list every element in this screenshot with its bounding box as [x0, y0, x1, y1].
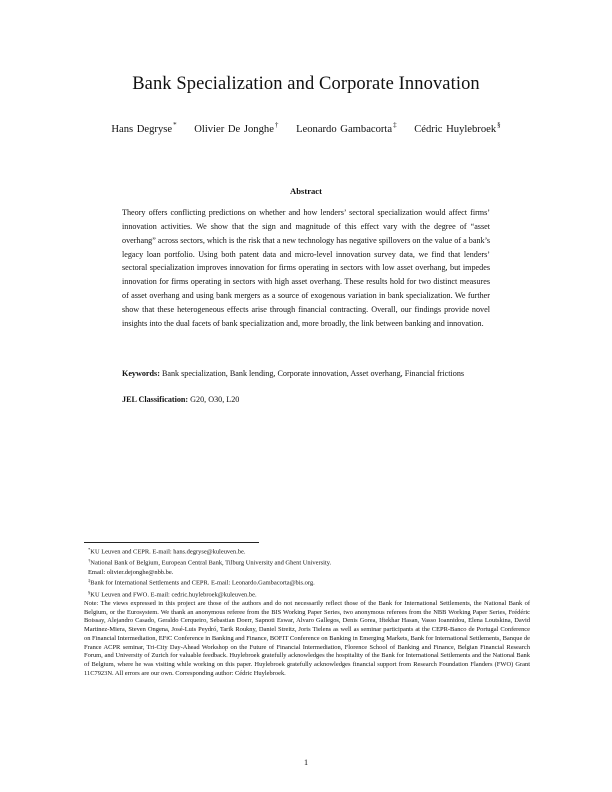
- page-number: 1: [303, 758, 309, 767]
- abstract-text: Theory offers conflicting predictions on whether and how lenders’ sectoral specialization would affect firms’ innovation activities. We show that the sign and magnitude of this effect vary with the degree of “asset overhang” across sectors, which is the risk that a new technology has negative spillovers on the value of a bank’s legacy loan portfolio. Using both patent data and micro-level innovation survey data, we find that lenders’ sectoral specialization improves innovation for firms operating in sectors with low asset overhang, but impedes innovation for firms operating in sectors with high asset overhang. These results hold for two distinct measures of asset overhang and using bank mergers as a source of exogenous variation in bank specialization. We further show that these heterogeneous effects arise through financial contracting. Overall, our findings provide novel insights into the dual facets of bank specialization and, more broadly, the link between banking and innovation.: [122, 208, 490, 328]
- jel-codes: G20, O30, L20: [190, 395, 240, 404]
- author-degryse: [111, 121, 177, 135]
- footnote-mark: *: [88, 547, 91, 552]
- author-list: [0, 121, 612, 135]
- jel-classification: [122, 394, 490, 407]
- author-footnote-mark: †: [274, 121, 279, 129]
- author-name: Cédric Huylebroek: [414, 124, 497, 135]
- footnote-de-jonghe: [84, 557, 530, 568]
- jel-label: JEL Classification:: [122, 395, 189, 404]
- author-name: Leonardo Gambacorta: [296, 124, 393, 135]
- footnote-mark: §: [88, 589, 91, 595]
- footnote-mark: †: [88, 558, 91, 564]
- author-footnote-mark: *: [173, 121, 177, 129]
- acknowledgements-note: Note: The views expressed in this project are those of the authors and do not necessarily reflect those of the Bank for International Settlements, the National Bank of Belgium, or the Eurosystem. We thank an anonymous referee from the BIS Working Paper Series, two anonymous referees from the NBB Working Paper Series, Frédéric Boissay, Alejandro Casado, Geraldo Cerqueiro, Sebastian Doerr, Sapnoti Eswar, Alvaro Gallegos, Denis Gorea, Iftekhar Hasan, Vasso Ioannidou, Elena Loutskina, David Martinez-Miera, Steven Ongena, José-Luis Peydró, Tarik Roukny, Daniel Streitz, Joris Tielens as well as seminar participants at the CEPR-Banco de Portugal Conference on Financial Intermediation, EFiC Conference in Banking and Finance, BOFIT Conference on Banking in Emerging Markets, Bank for International Settlements, Banque de France ACPR seminar, Tri-City Day-Ahead Workshop on the Future of Financial Intermediation, Florence School of Banking and Finance, Belgian Financial Research Forum, and University of Zurich for valuable feedback. Huylebroek gratefully acknowledges the hospitality of the Bank for International Settlements and the National Bank of Belgium, where he was visiting while working on this paper. Huylebroek gratefully acknowledges financial support from Research Foundation Flanders (FWO) Grant 11C7923N. All errors are our own. Corresponding author: Cédric Huylebroek.: [84, 599, 530, 677]
- author-name: Hans Degryse: [111, 124, 173, 135]
- author-gambacorta: [296, 121, 397, 135]
- footnote-text: KU Leuven and CEPR. E-mail: hans.degryse@kuleuven.be.: [90, 548, 246, 556]
- keywords-label: Keywords:: [122, 369, 160, 378]
- author-name: Olivier De Jonghe: [194, 124, 274, 135]
- abstract-heading: Abstract: [290, 186, 322, 196]
- footnote-text: National Bank of Belgium, European Central Bank, Tilburg University and Ghent University.: [90, 559, 332, 567]
- author-footnote-mark: ‡: [393, 121, 397, 129]
- footnote-mark: ‡: [88, 578, 91, 584]
- paper-title: Bank Specialization and Corporate Innovation: [132, 74, 480, 94]
- footnotes: [84, 546, 530, 679]
- footnote-text: KU Leuven and FWO. E-mail: cedric.huylebroek@kuleuven.be.: [90, 591, 257, 598]
- footnote-text: Bank for International Settlements and CEPR. E-mail: Leonardo.Gambacorta@bis.org.: [90, 579, 315, 587]
- footnote-de-jonghe-email: Email: olivier.dejonghe@nbb.be.: [88, 568, 174, 576]
- footnote-huylebroek: [84, 589, 530, 600]
- keywords-text: Bank specialization, Bank lending, Corporate innovation, Asset overhang, Financial frictions: [161, 369, 465, 378]
- keywords: [122, 368, 490, 381]
- author-huylebroek: [414, 121, 501, 135]
- author-de-jonghe: [194, 121, 279, 135]
- footnote-divider: [84, 542, 259, 543]
- footnote-gambacorta: [84, 577, 530, 588]
- footnote-degryse: [84, 546, 530, 557]
- author-footnote-mark: §: [497, 121, 501, 129]
